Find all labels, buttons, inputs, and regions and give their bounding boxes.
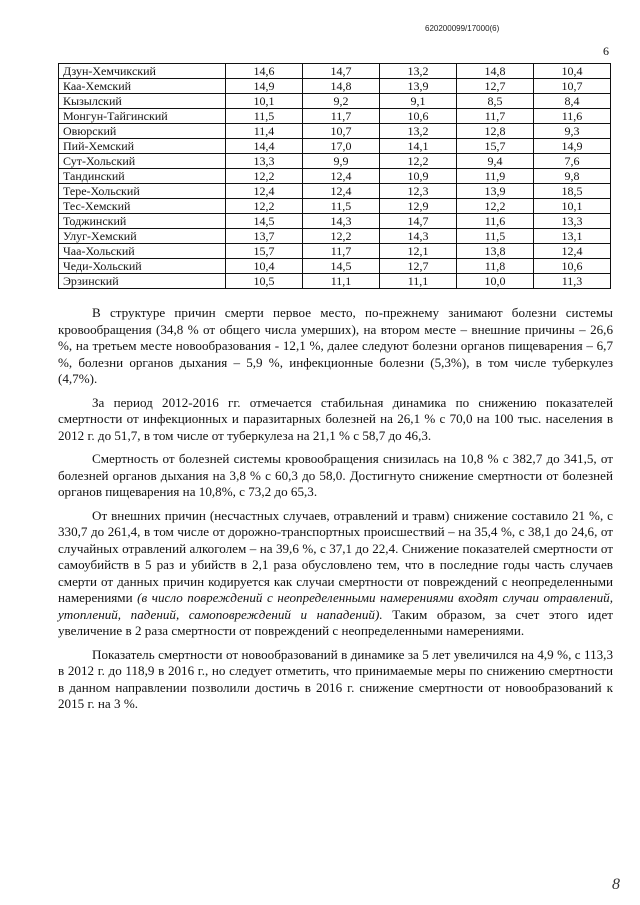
paragraph-external-causes: [58, 508, 613, 640]
value-cell: 9,1: [380, 94, 457, 109]
document-id: 620200099/17000(6): [425, 24, 500, 33]
value-cell: 12,9: [380, 199, 457, 214]
value-cell: 15,7: [457, 139, 534, 154]
value-cell: 14,7: [303, 64, 380, 79]
value-cell: 10,6: [380, 109, 457, 124]
paragraph-structure: В структуре причин смерти первое место, по-прежнему занимают болезни системы кровообращения (34,8 % от общего числа умерших), на втором месте – внешние причины – 26,6 %, на третьем месте новообразования - 12,1 %, далее следуют болезни органов пищеварения – 6,7 %, болезни органов дыхания – 5,9 %, инфекционные болезни (5,3%), в том числе туберкулез (4,7%).: [58, 305, 613, 386]
value-cell: 14,7: [380, 214, 457, 229]
table-row: [59, 274, 611, 289]
district-name-cell: Дзун-Хемчикский: [59, 64, 226, 79]
value-cell: 13,3: [534, 214, 611, 229]
value-cell: 10,1: [226, 94, 303, 109]
value-cell: 12,2: [226, 199, 303, 214]
district-name-cell: Чаа-Хольский: [59, 244, 226, 259]
value-cell: 14,8: [303, 79, 380, 94]
paragraph-infectious: За период 2012-2016 гг. отмечается стабильная динамика по снижению показателей смертности от инфекционных и паразитарных болезней на 26,1 % с 70,0 на 100 тыс. населения в 2012 г. до 51,7, в том числе от туберкулеза на 21,1 % с 58,7 до 46,3.: [58, 394, 613, 443]
value-cell: 14,3: [303, 214, 380, 229]
value-cell: 11,6: [534, 109, 611, 124]
value-cell: 17,0: [303, 139, 380, 154]
value-cell: 13,9: [380, 79, 457, 94]
body-text: [58, 305, 613, 720]
value-cell: 10,7: [534, 79, 611, 94]
value-cell: 11,5: [457, 229, 534, 244]
value-cell: 11,5: [226, 109, 303, 124]
district-name-cell: Каа-Хемский: [59, 79, 226, 94]
value-cell: 9,2: [303, 94, 380, 109]
district-name-cell: Тес-Хемский: [59, 199, 226, 214]
value-cell: 15,7: [226, 244, 303, 259]
table-row: [59, 64, 611, 79]
value-cell: 7,6: [534, 154, 611, 169]
table-row: [59, 94, 611, 109]
value-cell: 12,3: [380, 184, 457, 199]
value-cell: 18,5: [534, 184, 611, 199]
value-cell: 12,7: [380, 259, 457, 274]
value-cell: 11,7: [303, 109, 380, 124]
district-name-cell: Кызылский: [59, 94, 226, 109]
district-name-cell: Пий-Хемский: [59, 139, 226, 154]
handwritten-page-mark: 8: [612, 876, 620, 893]
paragraph-external-causes-conclusion: Таким образом, за счет этого идет увеличение в 2 раза смертности от повреждений с неопределенными намерениями.: [58, 606, 613, 638]
value-cell: 12,4: [303, 169, 380, 184]
value-cell: 9,8: [534, 169, 611, 184]
value-cell: 13,9: [457, 184, 534, 199]
value-cell: 12,4: [534, 244, 611, 259]
district-name-cell: Монгун-Тайгинский: [59, 109, 226, 124]
table-row: [59, 259, 611, 274]
value-cell: 12,7: [457, 79, 534, 94]
value-cell: 14,3: [380, 229, 457, 244]
value-cell: 11,1: [303, 274, 380, 289]
value-cell: 13,2: [380, 64, 457, 79]
value-cell: 10,4: [534, 64, 611, 79]
value-cell: 12,2: [457, 199, 534, 214]
value-cell: 13,7: [226, 229, 303, 244]
value-cell: 8,5: [457, 94, 534, 109]
district-name-cell: Овюрский: [59, 124, 226, 139]
paragraph-circulatory: Смертность от болезней системы кровообращения снизилась на 10,8 % с 382,7 до 341,5, от болезней органов дыхания на 3,8 % с 60,3 до 58,0. Достигнуто снижение смертности от болезней органов пищеварения на 10,8%, с 73,2 до 65,3.: [58, 451, 613, 499]
value-cell: 12,1: [380, 244, 457, 259]
value-cell: 11,1: [380, 274, 457, 289]
value-cell: 11,5: [303, 199, 380, 214]
value-cell: 9,3: [534, 124, 611, 139]
value-cell: 14,9: [534, 139, 611, 154]
value-cell: 10,7: [303, 124, 380, 139]
value-cell: 14,1: [380, 139, 457, 154]
table-row: [59, 199, 611, 214]
value-cell: 11,7: [457, 109, 534, 124]
value-cell: 12,4: [303, 184, 380, 199]
value-cell: 11,7: [303, 244, 380, 259]
table-row: [59, 169, 611, 184]
table-row: [59, 184, 611, 199]
value-cell: 14,5: [303, 259, 380, 274]
value-cell: 11,4: [226, 124, 303, 139]
district-name-cell: Сут-Хольский: [59, 154, 226, 169]
value-cell: 9,4: [457, 154, 534, 169]
table-row: [59, 244, 611, 259]
table-body: [59, 64, 611, 289]
paragraph-external-causes-text: От внешних причин (несчастных случаев, отравлений и травм) снижение составило 21 %, с 330,7 до 261,4, в том числе от дорожно-транспортных происшествий – на 35,4 %, с 38,1 до 24,6, от случайных отравлений алкоголем – на 39,6 %, с 37,1 до 22,4. Снижение показателей смертности от самоубийств в 5 раз и убийств в 2,1 раза обусловлено тем, что в последние годы часть случаев смерти от данных причин кодируется как случаи смертности от повреждений с неопределенными намерениями: [58, 507, 613, 605]
district-name-cell: Тере-Хольский: [59, 184, 226, 199]
value-cell: 11,6: [457, 214, 534, 229]
value-cell: 14,9: [226, 79, 303, 94]
value-cell: 10,4: [226, 259, 303, 274]
paragraph-external-causes-note: (в число повреждений с неопределенными намерениями входят случаи отравлений, утоплений, падений, самоповреждений и нападений).: [58, 590, 613, 622]
table-row: [59, 229, 611, 244]
table-row: [59, 79, 611, 94]
district-name-cell: Чеди-Хольский: [59, 259, 226, 274]
value-cell: 9,9: [303, 154, 380, 169]
value-cell: 11,9: [457, 169, 534, 184]
value-cell: 12,2: [226, 169, 303, 184]
table-row: [59, 109, 611, 124]
value-cell: 10,0: [457, 274, 534, 289]
mortality-table: [58, 63, 611, 289]
page-number: 6: [603, 44, 609, 58]
value-cell: 14,5: [226, 214, 303, 229]
value-cell: 13,8: [457, 244, 534, 259]
value-cell: 8,4: [534, 94, 611, 109]
value-cell: 11,8: [457, 259, 534, 274]
district-name-cell: Эрзинский: [59, 274, 226, 289]
value-cell: 10,1: [534, 199, 611, 214]
value-cell: 14,6: [226, 64, 303, 79]
district-name-cell: Улуг-Хемский: [59, 229, 226, 244]
paragraph-neoplasms: Показатель смертности от новообразований в динамике за 5 лет увеличился на 4,9 %, с 113,3 в 2012 г. до 118,9 в 2016 г., но следует отметить, что принимаемые меры по снижению смертности в данном направлении позволили достичь в 2016 г. снижение смертности от новообразований к 2015 г. на 3 %.: [58, 646, 613, 711]
value-cell: 14,8: [457, 64, 534, 79]
value-cell: 13,1: [534, 229, 611, 244]
table-row: [59, 214, 611, 229]
district-name-cell: Тандинский: [59, 169, 226, 184]
district-name-cell: Тоджинский: [59, 214, 226, 229]
value-cell: 14,4: [226, 139, 303, 154]
table-row: [59, 154, 611, 169]
value-cell: 12,8: [457, 124, 534, 139]
value-cell: 11,3: [534, 274, 611, 289]
value-cell: 13,3: [226, 154, 303, 169]
value-cell: 12,2: [303, 229, 380, 244]
table-row: [59, 139, 611, 154]
value-cell: 12,4: [226, 184, 303, 199]
value-cell: 10,9: [380, 169, 457, 184]
value-cell: 12,2: [380, 154, 457, 169]
value-cell: 10,5: [226, 274, 303, 289]
value-cell: 10,6: [534, 259, 611, 274]
value-cell: 13,2: [380, 124, 457, 139]
table-row: [59, 124, 611, 139]
